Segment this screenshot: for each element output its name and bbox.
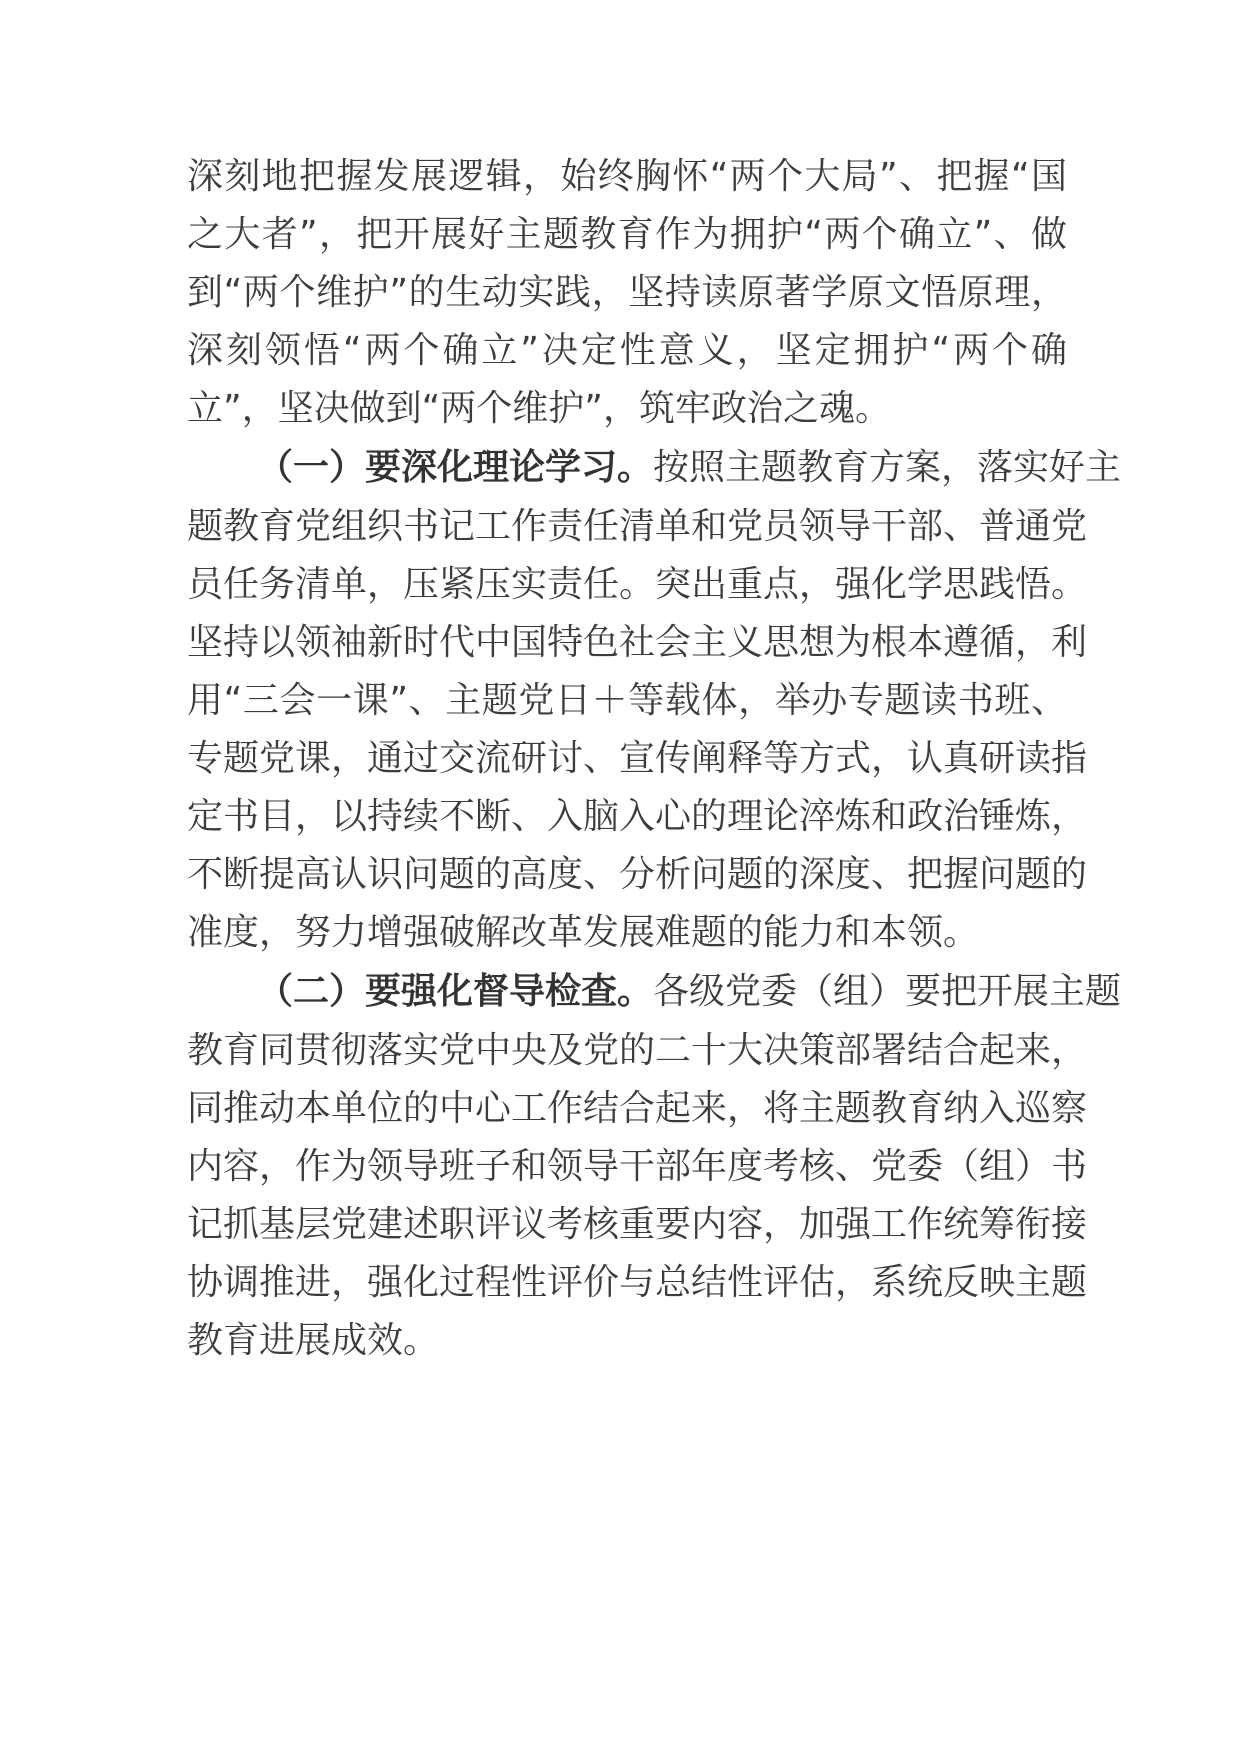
paragraph-line: 协调推进，强化过程性评价与总结性评估，系统反映主题 xyxy=(187,1262,1088,1303)
paragraph-line: 准度，努力增强破解改革发展难题的能力和本领。 xyxy=(187,912,980,953)
paragraph-line: 专题党课，通过交流研讨、宣传阐释等方式，认真研读指 xyxy=(187,738,1088,779)
paragraph-line: 用“三会一课”、主题党日＋等载体，举办专题读书班、 xyxy=(187,680,1067,721)
paragraph-line: 教育同贯彻落实党中央及党的二十大决策部署结合起来， xyxy=(187,1030,1088,1071)
paragraph-line: 员任务清单，压紧压实责任。突出重点，强化学思践悟。 xyxy=(187,564,1088,605)
section-1-heading: （一）要深化理论学习。 xyxy=(257,447,654,488)
paragraph-line: 不断提高认识问题的高度、分析问题的深度、把握问题的 xyxy=(187,854,1088,895)
section-2-text: 各级党委（组）要把开展主题 xyxy=(653,971,1122,1012)
paragraph-line: 坚持以领袖新时代中国特色社会主义思想为根本遵循，利 xyxy=(187,622,1088,663)
paragraph-line: 到“两个维护”的生动实践，坚持读原著学原文悟原理， xyxy=(187,272,1067,313)
paragraph-line: 定书目，以持续不断、入脑入心的理论淬炼和政治锤炼， xyxy=(187,796,1088,837)
paragraph-line: 内容，作为领导班子和领导干部年度考核、党委（组）书 xyxy=(187,1146,1088,1187)
paragraph-line: 之大者”，把开展好主题教育作为拥护“两个确立”、做 xyxy=(187,214,1067,255)
section-2-heading: （二）要强化督导检查。 xyxy=(257,971,654,1012)
paragraph-line: 记抓基层党建述职评议考核重要内容，加强工作统筹衔接 xyxy=(187,1204,1088,1245)
paragraph-line: 深刻地把握发展逻辑，始终胸怀“两个大局”、把握“国 xyxy=(187,156,1067,197)
paragraph-line: 题教育党组织书记工作责任清单和党员领导干部、普通党 xyxy=(187,506,1088,547)
section-1-text: 按照主题教育方案，落实好主 xyxy=(653,447,1122,488)
section-2-first-line xyxy=(257,970,1122,1014)
paragraph-line: 同推动本单位的中心工作结合起来，将主题教育纳入巡察 xyxy=(187,1088,1088,1129)
paragraph-line: 深刻领悟“两个确立”决定性意义，坚定拥护“两个确 xyxy=(187,330,1067,371)
paragraph-line: 立”，坚决做到“两个维护”，筑牢政治之魂。 xyxy=(187,388,891,429)
section-1-first-line xyxy=(257,446,1122,490)
paragraph-line: 教育进展成效。 xyxy=(187,1320,440,1361)
